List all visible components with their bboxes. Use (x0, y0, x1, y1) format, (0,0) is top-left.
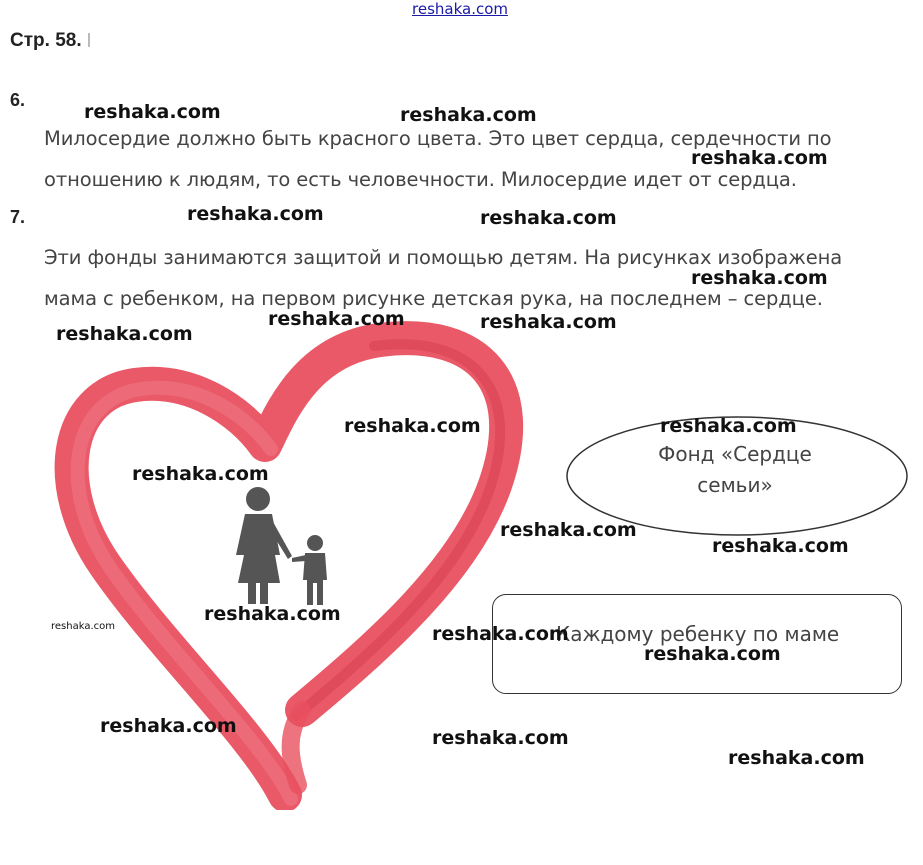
answer-line: отношению к людям, то есть человечности. Милосердие идет от сердца. (44, 168, 797, 191)
watermark: reshaka.com (132, 463, 269, 485)
fund-name-every-child: Каждому ребенку по маме (556, 622, 840, 646)
watermark: reshaka.com (204, 603, 341, 625)
watermark: reshaka.com (644, 643, 781, 665)
watermark: reshaka.com (480, 207, 617, 229)
fund-name-heart-of-family (610, 439, 860, 501)
watermark: reshaka.com (432, 727, 569, 749)
watermark: reshaka.com (400, 104, 537, 126)
watermark: reshaka.com (84, 101, 221, 123)
page-number-label: Стр. 58. (10, 30, 82, 51)
watermark: reshaka.com (500, 519, 637, 541)
mother-child-icon (236, 487, 327, 605)
watermark: reshaka.com (691, 267, 828, 289)
watermark: reshaka.com (100, 715, 237, 737)
watermark: reshaka.com (480, 311, 617, 333)
watermark: reshaka.com (187, 203, 324, 225)
fund-label-line: семьи» (697, 473, 773, 497)
watermark: reshaka.com (712, 535, 849, 557)
watermark: reshaka.com (268, 308, 405, 330)
answer-line: Эти фонды занимаются защитой и помощью детям. На рисунках изображена (44, 246, 843, 269)
watermark: reshaka.com (51, 621, 115, 632)
page-header (10, 30, 90, 52)
watermark: reshaka.com (56, 323, 193, 345)
answer-line: мама с ребенком, на первом рисунке детская рука, на последнем – сердце. (44, 287, 823, 310)
text-cursor-mark (88, 33, 90, 47)
watermark: reshaka.com (728, 747, 865, 769)
watermark: reshaka.com (691, 147, 828, 169)
watermark: reshaka.com (432, 623, 569, 645)
fund-label-line: Фонд «Сердце (658, 442, 812, 466)
watermark: reshaka.com (660, 415, 797, 437)
task-number: 7. (10, 207, 26, 227)
task-number: 6. (10, 90, 26, 110)
answer-line: Милосердие должно быть красного цвета. Это цвет сердца, сердечности по (44, 127, 832, 150)
site-link[interactable]: reshaka.com (412, 0, 508, 18)
watermark: reshaka.com (344, 415, 481, 437)
